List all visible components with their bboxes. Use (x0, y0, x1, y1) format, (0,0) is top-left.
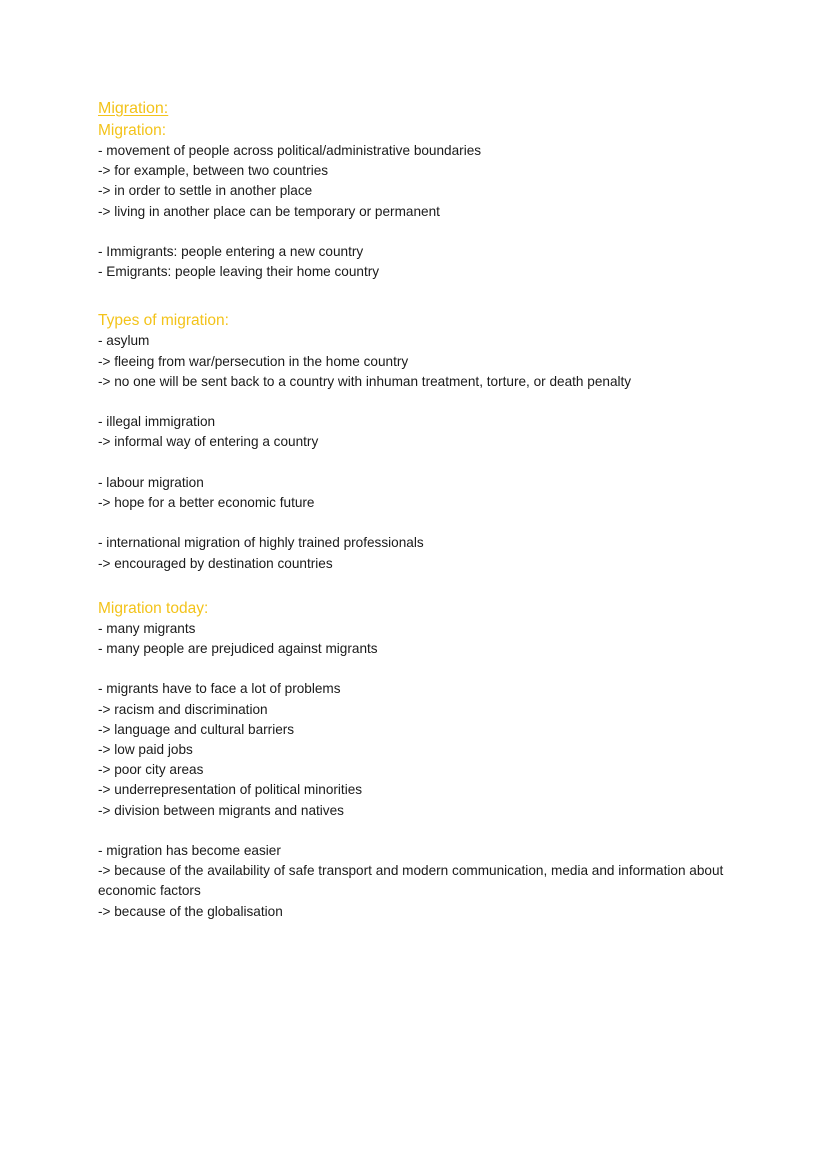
list-item: - labour migration (98, 474, 204, 490)
list-item: -> because of the globalisation (98, 903, 283, 919)
list-item: - migrants have to face a lot of problems (98, 681, 341, 697)
list-item: -> underrepresentation of political minorities (98, 782, 363, 798)
list-item: -> no one will be sent back to a country with inhuman treatment, torture, or death penalty (98, 373, 632, 389)
list-item: -> language and cultural barriers (98, 721, 295, 737)
list-item: -> racism and discrimination (98, 701, 268, 717)
section-gap (98, 282, 738, 310)
list-item: -> living in another place can be temporary or permanent (98, 203, 440, 219)
list-item: -> in order to settle in another place (98, 183, 313, 199)
document-title: Migration: (98, 100, 169, 117)
list-item: -> poor city areas (98, 762, 204, 778)
list-item: -> low paid jobs (98, 742, 193, 757)
list-item: - international migration of highly trained professionals (98, 535, 424, 551)
list-item: - asylum (98, 333, 150, 349)
list-item: -> informal way of entering a country (98, 434, 319, 450)
section-migration-today (98, 598, 738, 922)
paragraph-gap (98, 659, 738, 679)
list-item: - Emigrants: people leaving their home country (98, 264, 380, 280)
section-gap (98, 574, 738, 598)
list-item: -> hope for a better economic future (98, 495, 315, 510)
document-page (98, 98, 738, 922)
section-heading: Migration today: (98, 599, 209, 617)
section-types-of-migration (98, 310, 738, 573)
list-item: - illegal immigration (98, 414, 216, 430)
paragraph-gap (98, 222, 738, 242)
list-item: - Immigrants: people entering a new country (98, 244, 364, 259)
list-item: - movement of people across political/administrative boundaries (98, 143, 482, 158)
list-item: -> fleeing from war/persecution in the home country (98, 353, 409, 369)
section-heading: Migration: (98, 122, 167, 139)
list-item: -> for example, between two countries (98, 163, 329, 179)
list-item: -> division between migrants and natives (98, 802, 344, 818)
list-item: - many migrants (98, 620, 196, 636)
paragraph-gap (98, 513, 738, 533)
section-heading: Types of migration: (98, 312, 229, 330)
paragraph-gap (98, 453, 738, 473)
list-item: - many people are prejudiced against migrants (98, 641, 378, 656)
paragraph-gap (98, 392, 738, 412)
list-item: - migration has become easier (98, 843, 281, 858)
section-migration (98, 120, 738, 282)
paragraph-gap (98, 821, 738, 841)
list-item: -> encouraged by destination countries (98, 555, 333, 571)
list-item: -> because of the availability of safe transport and modern communication, media and information about economic factors (98, 863, 724, 899)
